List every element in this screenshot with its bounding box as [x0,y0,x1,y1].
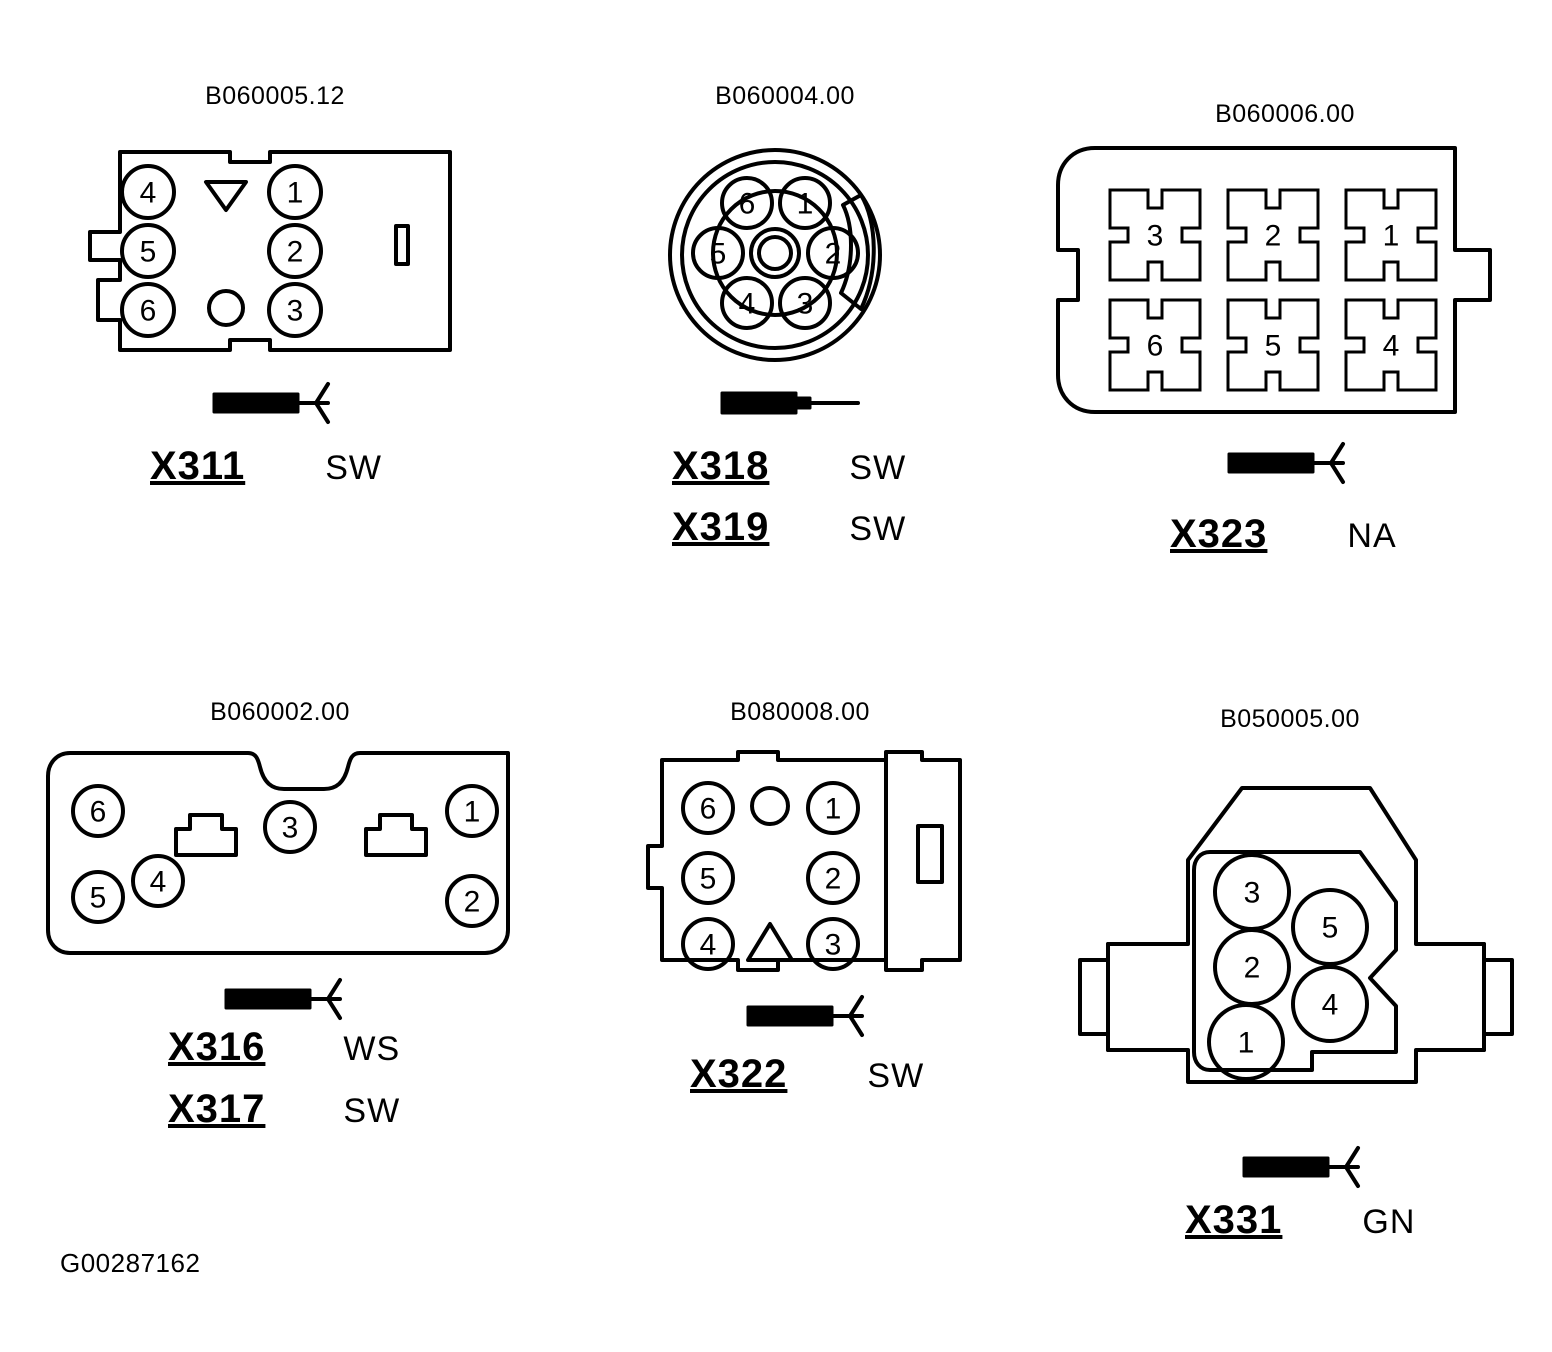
svg-text:6: 6 [699,792,717,826]
label-row-x311 [150,444,382,489]
connector-id-x323[interactable]: X323 [1170,512,1268,556]
svg-text:2: 2 [463,885,481,919]
connector-body-x316 [40,745,510,960]
label-row-x331 [1185,1198,1415,1243]
terminal-symbol-x318 [718,385,868,425]
svg-text:4: 4 [699,928,717,962]
svg-text:4: 4 [738,287,756,321]
connector-id-x318[interactable]: X318 [672,444,770,488]
connector-code-x318: SW [849,449,907,487]
svg-text:1: 1 [1237,1026,1255,1060]
svg-text:1: 1 [796,187,814,221]
connector-body-x331 [1060,752,1530,1092]
label-row-x316 [168,1025,400,1070]
connector-id-x317[interactable]: X317 [168,1087,266,1131]
part-number-x311: B060005.12 [205,82,345,110]
svg-text:3: 3 [824,928,842,962]
connector-code-x319: SW [849,510,907,548]
connector-code-x323: NA [1347,517,1397,555]
label-row-x322 [690,1052,924,1097]
connector-body-x318 [665,143,900,373]
connector-code-x311: SW [325,449,382,487]
terminal-symbol-x322 [744,995,874,1040]
connector-code-x331: GN [1362,1203,1416,1241]
svg-text:1: 1 [824,792,842,826]
svg-text:3: 3 [1146,219,1164,253]
connector-id-x331[interactable]: X331 [1185,1198,1283,1242]
connector-code-x322: SW [867,1057,925,1095]
svg-text:1: 1 [286,176,304,210]
svg-text:3: 3 [796,287,814,321]
label-row-x318 [672,444,906,489]
svg-text:5: 5 [699,862,717,896]
svg-text:4: 4 [1321,988,1339,1022]
part-number-x331: B050005.00 [1220,705,1360,733]
connector-code-x317: SW [343,1092,401,1130]
connector-body-x323 [1050,140,1520,430]
svg-text:1: 1 [1382,219,1400,253]
terminal-symbol-x323 [1225,442,1355,487]
svg-text:6: 6 [139,294,157,328]
svg-text:6: 6 [1146,329,1164,363]
svg-text:5: 5 [709,237,727,271]
svg-text:3: 3 [1243,876,1261,910]
connector-id-x311[interactable]: X311 [150,444,246,488]
connector-id-x322[interactable]: X322 [690,1052,788,1096]
terminal-symbol-x311 [210,382,340,427]
terminal-symbol-x331 [1240,1146,1370,1191]
part-number-x316: B060002.00 [210,698,350,726]
svg-text:5: 5 [139,235,157,269]
svg-text:2: 2 [824,237,842,271]
svg-text:4: 4 [139,176,157,210]
connector-id-x319[interactable]: X319 [672,505,770,549]
svg-text:3: 3 [281,811,299,845]
svg-text:6: 6 [89,795,107,829]
part-number-x322: B080008.00 [730,698,870,726]
svg-text:2: 2 [1264,219,1282,253]
svg-text:4: 4 [149,865,167,899]
svg-text:5: 5 [89,881,107,915]
terminal-symbol-x316 [222,978,352,1023]
connector-body-x311 [80,140,480,370]
svg-text:4: 4 [1382,329,1400,363]
svg-text:2: 2 [824,862,842,896]
svg-text:5: 5 [1264,329,1282,363]
svg-text:5: 5 [1321,911,1339,945]
label-row-x323 [1170,512,1397,557]
connector-body-x322 [630,748,990,978]
part-number-x318: B060004.00 [715,82,855,110]
figure-id: G00287162 [60,1248,201,1278]
svg-text:2: 2 [286,235,304,269]
svg-text:6: 6 [738,187,756,221]
connector-id-x316[interactable]: X316 [168,1025,266,1069]
svg-text:3: 3 [286,294,304,328]
label-row-x319 [672,505,906,550]
label-row-x317 [168,1087,400,1132]
svg-text:1: 1 [463,795,481,829]
svg-text:2: 2 [1243,951,1261,985]
part-number-x323: B060006.00 [1215,100,1355,128]
connector-code-x316: WS [343,1030,401,1068]
